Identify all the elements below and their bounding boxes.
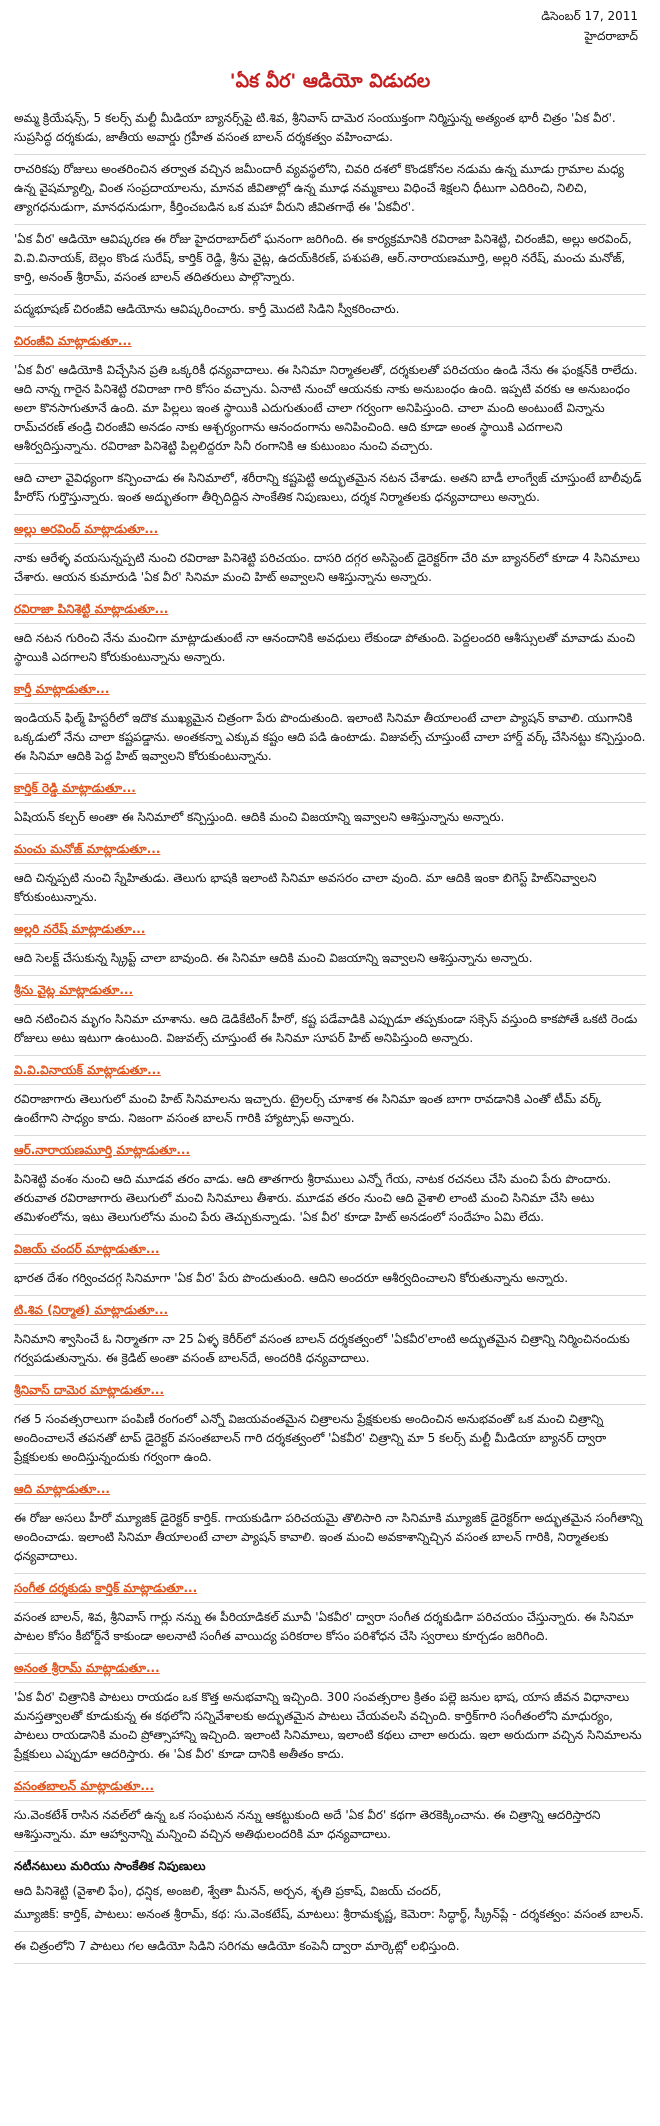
speaker-heading: శ్రీను వైట్ల మాట్లాడుతూ... (14, 976, 646, 1005)
speech-paragraph: సినిమాని శ్వాసించే ఓ నిర్మాతగా నా 25 ఏళ్ళ కెరీర్‌లో వసంత బాలన్ దర్శకత్వంలో 'ఏకవీర'లాంటి అద్భుతమైన చిత్రాన్ని నిర్మించినందుకు గర్వపడుతున్నాను. ఈ క్రెడిట్ అంతా వసంత్ బాలన్‌దే, అందరికి ధన్యవాదాలు. (14, 1325, 646, 1376)
speech-paragraph: ఏషియన్ కల్చర్ అంతా ఈ సినిమాలో కన్పిస్తుంది. ఆదికి మంచి విజయాన్ని ఇవ్వాలని ఆశిస్తున్నాను అన్నారు. (14, 803, 646, 835)
credits-heading: నటీనటులు మరియు సాంకేతిక నిపుణులు (14, 1859, 206, 1873)
audio-availability-note: ఈ చిత్రంలోని 7 పాటలు గల ఆడియో సిడిని సరిగమ ఆడియో కంపెనీ ద్వారా మార్కెట్లో లభిస్తుంది. (14, 1932, 646, 1964)
speech-paragraph: భారత దేశం గర్వించదగ్గ సినిమాగా 'ఏక వీర' పేరు పొందుతుంది. ఆదిని అందరూ ఆశీర్వదించాలని కోరుతున్నాను అన్నారు. (14, 1264, 646, 1296)
speech-paragraph: ఆది చాలా వైవిధ్యంగా కన్పించాడు ఈ సినిమాలో, శరీరాన్ని కష్టపెట్టి అద్భుతమైన నటన చేశాడు. అతని బాడీ లాంగ్వేజ్ చూస్తుంటే బాలీవుడ్ హీరోస్ గుర్తొస్తున్నారు. ఇంత అద్భుతంగా తీర్చిదిద్దిన సాంకేతిక నిపుణులు, దర్శక నిర్మాతలకు ధన్యవాదాలు అన్నారు. (14, 464, 646, 515)
speaker-heading: మంచు మనోజ్ మాట్లాడుతూ... (14, 835, 646, 864)
speech-paragraph: 'ఏక వీర' చిత్రానికి పాటలు రాయడం ఒక కొత్త అనుభవాన్ని ఇచ్చింది. 300 సంవత్సరాల క్రితం పల్లె జనుల భాష, యాస జీవన విధానాలు మనస్తత్వాలతో కూడుకున్న ఈ కథలోని సన్నివేశాలకు అద్భుతమైన పాటలు చేయవలసి వచ్చింది. కార్తిక్‌గారి సంగీతంలోని మాధుర్యం, పాటలు రాయడానికి మంచి ప్రోత్సాహాన్ని ఇచ్చింది. ఇలాంటి సినిమాలు, ఇలాంటి కథలు చాలా అరుదు. ఇలా అరుదుగా వచ్చిన సినిమాలను ప్రేక్షకులు ఎప్పుడూ ఆదరిస్తారు. ఈ 'ఏక వీర' కూడా దానికి అతీతం కాదు. (14, 1683, 646, 1772)
speech-paragraph: వసంత బాలన్, శివ, శ్రీనివాస్ గార్లు నన్ను ఈ పీరియాడికల్ మూవీ 'ఏకవీర' ద్వారా సంగీత దర్శకుడిగా పరిచయం చేస్తున్నారు. ఈ సినిమా పాటల కోసం కీబోర్డ్‌నే కాకుండా అలనాటి సంగీత వాయిద్య పరికరాల కోసం పరిశోధన చేసి స్వరాలు కూర్చడం జరిగింది. (14, 1603, 646, 1654)
article-title: 'ఏక వీర' ఆడియో విడుదల (229, 70, 431, 92)
speaker-heading: సంగీత దర్శకుడు కార్తిక్ మాట్లాడుతూ... (14, 1574, 646, 1603)
speaker-heading: అల్లు అరవింద్ మాట్లాడుతూ... (14, 515, 646, 544)
speaker-heading: ఆది మాట్లాడుతూ... (14, 1475, 646, 1504)
speaker-heading: రవిరాజా పినిశెట్టి మాట్లాడుతూ... (14, 595, 646, 624)
speech-paragraph: ఆది నటన గురించి నేను మంచిగా మాట్లాడుతుంటే నా ఆనందానికి అవధులు లేకుండా పోతుంది. పెద్దలందరి ఆశీస్సులతో మావాడు మంచి స్థాయికి ఎదగాలని కోరుకుంటున్నాను అన్నారు. (14, 624, 646, 675)
intro-paragraph: అమ్మ క్రియేషన్స్, 5 కలర్స్ మల్టీ మీడియా బ్యానర్స్‌పై టి.శివ, శ్రీనివాస్ దామెర సంయుక్తంగా నిర్మిస్తున్న అత్యంత భారీ చిత్రం 'ఏక వీర'. సుప్రసిద్ధ దర్శకుడు, జాతీయ అవార్డు గ్రహీత వసంత బాలన్ దర్శకత్వం వహించాడు. (14, 104, 646, 155)
speaker-heading: ఆర్.నారాయణమూర్తి మాట్లాడుతూ... (14, 1136, 646, 1165)
intro-paragraph: 'ఏక వీర' ఆడియో ఆవిష్కరణ ఈ రోజు హైదరాబాద్‌లో ఘనంగా జరిగింది. ఈ కార్యక్రమానికి రవిరాజా పినిశెట్టి, చిరంజీవి, అల్లు అరవింద్, వి.వి.వినాయక్, బెల్లం కొండ సురేష్, కార్తిక్ రెడ్డి, శ్రీను వైట్ల, ఉదయ్‌కిరణ్, పశుపతి, ఆర్.నారాయణమూర్తి, అల్లరి నరేష్, మంచు మనోజ్, కార్తి, అనంత్ శ్రీరామ్, వసంత బాలన్ తదితరులు పాల్గొన్నారు. (14, 225, 646, 295)
article-location: హైదరాబాద్ (584, 29, 638, 43)
speaker-heading: కార్తిక్ రెడ్డి మాట్లాడుతూ... (14, 774, 646, 803)
cast-list: ఆది పినిశెట్టి (వైశాలి ఫేం), ధన్షిక, అంజలి, శ్వేతా మీనన్, అర్చన, శృతి ప్రకాష్, విజయ్ చందర్, (14, 1884, 442, 1898)
article-date: డిసెంబర్ 17, 2011 (541, 9, 638, 23)
speaker-heading: చిరంజీవి మాట్లాడుతూ... (14, 327, 646, 356)
speaker-heading: అనంత శ్రీరామ్ మాట్లాడుతూ... (14, 1654, 646, 1683)
speaker-heading: శ్రీనివాస్ దామెర మాట్లాడుతూ... (14, 1376, 646, 1405)
speaker-heading: వసంతబాలన్ మాట్లాడుతూ... (14, 1772, 646, 1801)
speech-paragraph: ఆది సెలక్ట్ చేసుకున్న స్క్రిప్ట్ చాలా బావుంది. ఈ సినిమా ఆదికి మంచి విజయాన్ని ఇవ్వాలని ఆశిస్తున్నాను అన్నారు. (14, 944, 646, 976)
speaker-heading: కార్తీ మాట్లాడుతూ... (14, 675, 646, 704)
speech-paragraph: 'ఏక వీర' ఆడియోకి విచ్చేసిన ప్రతి ఒక్కరికీ ధన్యవాదాలు. ఈ సినిమా నిర్మాతలతో, దర్శకులతో పరిచయం ఉండి నేను ఈ ఫంక్షన్‌కి రాలేదు. ఆది నాన్న గారైన పినిశెట్టి రవిరాజా గారి కోసం వచ్చాను. ఏనాటి నుంచో ఆయనకు నాకు అనుబంధం ఉంది. ఇప్పటి వరకు ఆ అనుబంధం అలా కొనసాగుతూనే ఉంది. మా పిల్లలు ఇంత స్థాయికి ఎదుగుతుంటే చాలా గర్వంగా అనిపిస్తుంది. చాలా మంది అంటుంటే విన్నాను రామ్‌చరణ్ తండ్రి చిరంజీవి అనడం నాకు ఆశ్చర్యంగాను ఆనందంగాను అనిపించింది. ఆది కూడా అంత స్థాయికి ఎదగాలని ఆశీర్వదిస్తున్నాను. రవిరాజా పినిశెట్టి పిల్లలిద్దరూ సినీ రంగానికి ఆ కుటుంబం నుంచి వచ్చారు. (14, 356, 646, 464)
speaker-heading: వి.వి.వినాయక్ మాట్లాడుతూ... (14, 1056, 646, 1085)
speech-paragraph: ఆది నటించిన మృగం సినిమా చూశాను. ఆది డెడికేటింగ్ హీరో, కష్ట పడేవాడికి ఎప్పుడూ తప్పకుండా సక్సెస్ వస్తుంది కాకపోతే ఒకటి రెండు రోజులు అటు ఇటుగా ఉంటుంది. విజువల్స్ చూస్తుంటే ఈ సినిమా సూపర్ హిట్ అనిపిస్తుంది అన్నారు. (14, 1005, 646, 1056)
speech-paragraph: సు.వెంకటేశ్ రాసిన నవల్‌లో ఉన్న ఒక సంఘటన నన్ను ఆకట్టుకుంది అదే 'ఏక వీర' కథగా తెరకెక్కించాను. ఈ చిత్రాన్ని ఆదరిస్తారని ఆశిస్తున్నాను. మా ఆహ్వానాన్ని మన్నించి వచ్చిన అతిథులందరికి మా ధన్యవాదాలు. (14, 1801, 646, 1852)
speech-paragraph: ఇండియన్ ఫిల్మ్ హిస్టరీలో ఇదొక ముఖ్యమైన చిత్రంగా పేరు పొందుతుంది. ఇలాంటి సినిమా తీయాలంటే చాలా ప్యాషన్ కావాలి. యుగానికి ఒక్కడులో నేను చాలా కష్టపడ్డాను. అంతకన్నా ఎక్కువ కష్టం ఆది పడి ఉంటాడు. విజువల్స్ చూస్తుంటే చాలా హార్డ్ వర్క్ చేసినట్టు కన్పిస్తుంది. ఈ సినిమా ఆదికి పెద్ద హిట్ ఇవ్వాలని కోరుకుంటున్నాను. (14, 704, 646, 774)
speaker-heading: విజయ్ చందర్ మాట్లాడుతూ... (14, 1235, 646, 1264)
intro-paragraph: పద్మభూషణ్ చిరంజీవి ఆడియోను ఆవిష్కరించారు. కార్తీ మొదటి సిడిని స్వీకరించారు. (14, 295, 646, 327)
speaker-heading: అల్లరి నరేష్ మాట్లాడుతూ... (14, 915, 646, 944)
speech-paragraph: ఈ రోజు అసలు హీరో మ్యూజిక్ డైరెక్టర్ కార్తిక్. గాయకుడిగా పరిచయమై తొలిసారి నా సినిమాకి మ్యూజిక్ డైరెక్టర్‌గా అద్భుతమైన సంగీతాన్ని అందించాడు. ఇలాంటి సినిమా తీయాలంటే చాలా ప్యాషన్ కావాలి. ఇంత మంచి అవకాశాన్నిచ్చిన వసంత బాలన్ గారికి, నిర్మాతలకు ధన్యవాదాలు. (14, 1504, 646, 1574)
speech-paragraph: పినిశెట్టి వంశం నుంచి ఆది మూడవ తరం వాడు. ఆది తాతగారు శ్రీరాములు ఎన్నో గేయ, నాటక రచనలు చేసి మంచి పేరు పొందారు. తరువాత రవిరాజాగారు తెలుగులో మంచి సినిమాలు తీశారు. మూడవ తరం నుంచి ఆది వైశాలి లాంటి మంచి సినిమా చేసి అటు తమిళంలోను, ఇటు తెలుగులోను మంచి పేరు తెచ్చుకున్నాడు. 'ఏక వీర' కూడా హిట్ అనడంలో సందేహం ఏమి లేదు. (14, 1165, 646, 1235)
speech-paragraph: గత 5 సంవత్సరాలుగా పంపిణీ రంగంలో ఎన్నో విజయవంతమైన చిత్రాలను ప్రేక్షకులకు అందించిన అనుభవంతో ఒక మంచి చిత్రాన్ని అందించాలనే తపనతో టాప్ డైరెక్టర్ వసంతబాలన్ గారి దర్శకత్వంలో 'ఏకవీర' చిత్రాన్ని మా 5 కలర్స్ మల్టీ మీడియా బ్యానర్ ద్వారా ప్రేక్షకులకు అందిస్తున్నందుకు గర్వంగా ఉంది. (14, 1405, 646, 1475)
intro-paragraph: రాచరికపు రోజులు అంతరించిన తర్వాత వచ్చిన జమీందారీ వ్యవస్థలోని, చివరి దశలో కొండకోనల నడుమ ఉన్న మూడు గ్రామాల మధ్య ఉన్న వైషమ్యాల్ని, వింత సంప్రదాయాలను, మానవ జీవితాల్లో ఉన్న మూఢ నమ్మకాలు విధించే శిక్షలని ధీటుగా ఎదిరించి, నిలిచి, త్యాగధనుడుగా, మానధనుడుగా, కీర్తించబడిన ఒక మహా వీరుని జీవితగాథే ఈ 'ఏకవీర'. (14, 155, 646, 225)
speech-paragraph: ఆది చిన్నప్పటి నుంచి స్నేహితుడు. తెలుగు భాషకి ఇలాంటి సినిమా అవసరం చాలా వుంది. మా ఆదికి ఇంకా బిగెస్ట్ హిట్‌నివ్వాలని కోరుకుంటున్నాను. (14, 864, 646, 915)
crew-list: మ్యూజిక్: కార్తిక్, పాటలు: అనంత శ్రీరామ్, కథ: సు.వెంకటేష్, మాటలు: శ్రీరామకృష్ణ, కెమెరా: సిద్ధార్థ్, స్క్రీన్‌ప్లే - దర్శకత్వం: వసంత బాలన్. (14, 1903, 646, 1932)
speech-paragraph: రవిరాజాగారు తెలుగులో మంచి హిట్ సినిమాలను ఇచ్చారు. ట్రైలర్స్ చూశాక ఈ సినిమా ఇంత బాగా రావడానికి ఎంతో టీమ్ వర్క్ ఉంటేగాని సాధ్యం కాదు. నిజంగా వసంత బాలన్ గారికి హ్యాట్సాఫ్ అన్నారు. (14, 1085, 646, 1136)
speaker-heading: టి.శివ (నిర్మాత) మాట్లాడుతూ... (14, 1296, 646, 1325)
article-meta (14, 6, 646, 46)
speech-paragraph: నాకు ఆరేళ్ళ వయసున్నప్పటి నుంచి రవిరాజా పినిశెట్టి పరిచయం. దాసరి దగ్గర అసిస్టెంట్ డైరెక్టర్‌గా చేరి మా బ్యానర్‌లో కూడా 4 సినిమాలు చేశారు. ఆయన కుమారుడి 'ఏక వీర' సినిమా మంచి హిట్ అవ్వాలని ఆశిస్తున్నాను అన్నారు. (14, 544, 646, 595)
